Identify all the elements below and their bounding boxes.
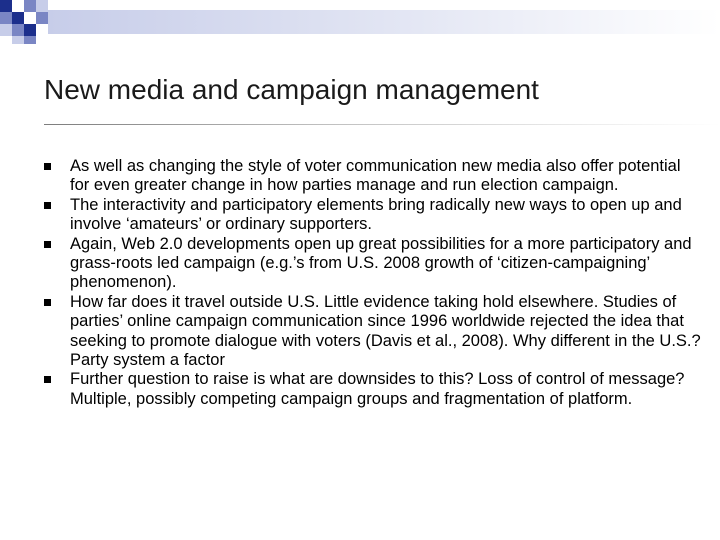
bullet-item [44, 370, 704, 409]
square-bullet-icon [44, 202, 51, 209]
bullet-text: The interactivity and participatory elements bring radically new ways to open up and involve ‘amateurs’ or ordinary supporters. [70, 195, 682, 234]
square-bullet-icon [44, 163, 51, 170]
bullet-item [44, 157, 704, 196]
title-divider [44, 124, 720, 125]
bullet-list [44, 157, 704, 409]
header-decoration [0, 0, 720, 44]
bullet-text: How far does it travel outside U.S. Little evidence taking hold elsewhere. Studies of parties’ online campaign communication since 1996 worldwide rejected the idea that seeking to promote dialogue with voters (Davis et al., 2008). Why different in the U.S.? Party system a factor [70, 292, 701, 370]
square-bullet-icon [44, 241, 51, 248]
bullet-item [44, 235, 704, 293]
bullet-text: As well as changing the style of voter communication new media also offer potential for even greater change in how parties manage and run election campaign. [70, 157, 681, 195]
bullet-item [44, 293, 704, 371]
bullet-item [44, 196, 704, 235]
square-bullet-icon [44, 299, 51, 306]
bullet-text: Again, Web 2.0 developments open up great possibilities for a more participatory and grass-roots led campaign (e.g.’s from U.S. 2008 growth of ‘citizen-campaigning’ phenomenon). [70, 234, 692, 292]
square-bullet-icon [44, 376, 51, 383]
bullet-text: Further question to raise is what are downsides to this? Loss of control of message? Multiple, possibly competing campaign groups and fragmentation of platform. [70, 370, 685, 408]
slide-title: New media and campaign management [44, 74, 539, 105]
